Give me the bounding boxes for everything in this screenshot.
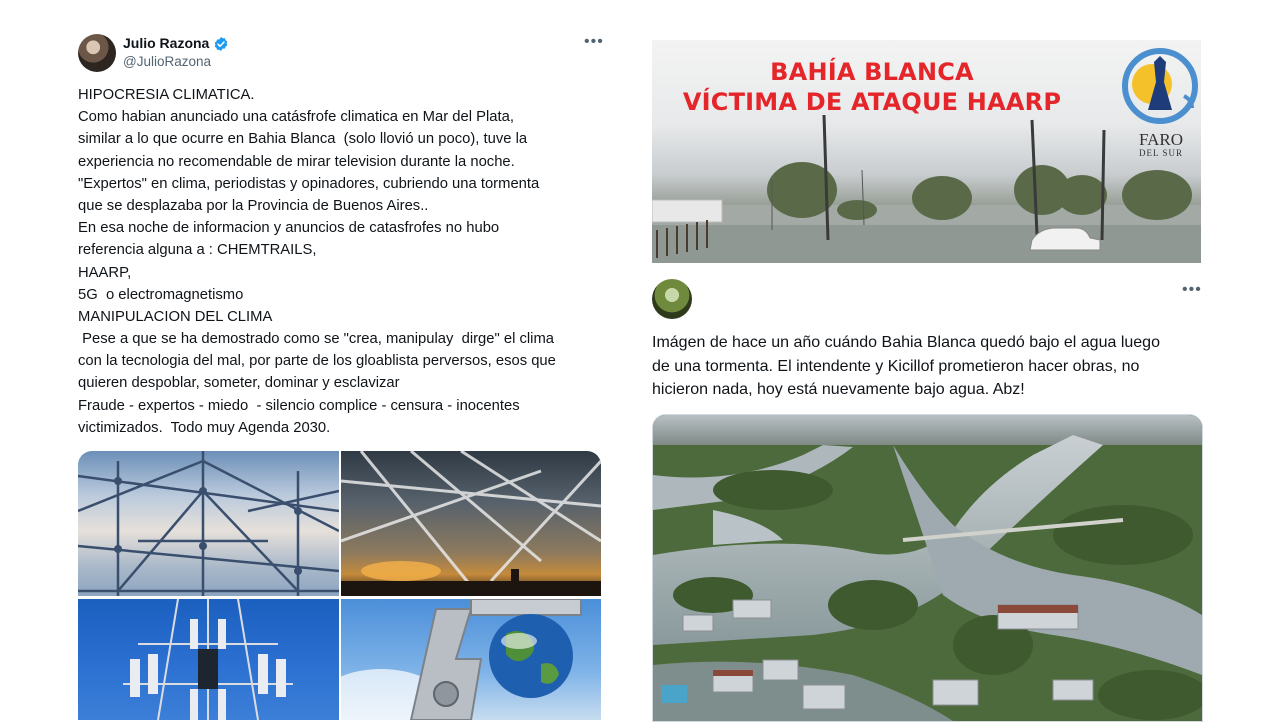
tweet-text-line: HIPOCRESIA CLIMATICA. — [78, 87, 255, 103]
post-author-avatar[interactable] — [652, 279, 692, 319]
author-name-row[interactable] — [123, 35, 229, 52]
tweet-text-line: quieren despoblar, someter, dominar y esclavizar — [78, 375, 400, 392]
verified-badge-icon — [213, 36, 229, 52]
post-text-line: hicieron nada, hoy está nuevamente bajo agua. Abz! — [652, 381, 1025, 398]
logo-subtext: DEL SUR — [1139, 148, 1183, 158]
tweet-text-line: En esa noche de informacion y anuncios de catasfrofes no hubo — [78, 220, 500, 237]
media-antenna-photo[interactable] — [78, 451, 339, 596]
post-text-line: de una tormenta. El intendente y Kicillof prometieron hacer obras, no — [652, 357, 1140, 375]
media-contrails-photo[interactable] — [341, 451, 601, 596]
faro-del-sur-logo-icon — [1122, 48, 1198, 124]
tweet-media-grid — [78, 451, 601, 720]
logo-text: FARO — [1138, 130, 1184, 149]
tweet-text-line: referencia alguna a : CHEMTRAILS, — [78, 242, 317, 259]
tweet-text-line: "Expertos" en clima, periodistas y opinadores, cubriendo una tormenta — [78, 175, 540, 192]
tweet-text-line: con la tecnologia del mal, por parte de los gloablista perversos, esos que — [78, 353, 556, 370]
tweet-text-line: que se desplazaba por la Provincia de Buenos Aires.. — [78, 197, 429, 214]
author-name[interactable]: Julio Razona — [123, 35, 210, 51]
post-text — [652, 331, 1192, 402]
tweet-text-line: Como habian anunciado una catásfrofe climatica en Mar del Plata, — [78, 109, 514, 126]
more-horizontal-icon[interactable]: ••• — [1182, 281, 1202, 298]
tweet-text-line: Fraude - expertos - miedo - silencio complice - censura - inocentes — [78, 397, 520, 414]
author-handle[interactable]: @JulioRazona — [123, 54, 212, 69]
author-avatar[interactable] — [78, 34, 116, 72]
tweet-text-line: Pese a que se ha demostrado como se "crea, manipulay dirge" el clima — [78, 331, 555, 348]
media-cell-tower-photo[interactable] — [78, 599, 339, 720]
haarp-banner-image[interactable] — [652, 40, 1201, 263]
left-tweet — [0, 0, 640, 720]
banner-title-line2: VÍCTIMA DE ATAQUE HAARP — [682, 88, 1062, 116]
more-horizontal-icon[interactable]: ••• — [584, 33, 604, 50]
tweet-text-line: HAARP, — [78, 264, 132, 281]
tweet-text — [78, 84, 608, 439]
banner-title-line1: BAHÍA BLANCA — [770, 58, 974, 86]
tweet-text-line: victimizados. Todo muy Agenda 2030. — [78, 419, 331, 436]
post-text-line: Imágen de hace un año cuándo Bahia Blanca quedó bajo el agua luego — [652, 334, 1160, 351]
tweet-text-line: MANIPULACION DEL CLIMA — [78, 308, 273, 325]
media-wrench-earth-photo[interactable] — [341, 599, 601, 720]
tweet-text-line: experiencia no recomendable de mirar television durante la noche. — [78, 153, 515, 170]
flood-aerial-photo[interactable] — [652, 414, 1203, 722]
tweet-text-line: similar a lo que ocurre en Bahia Blanca (solo llovió un poco), tuve la — [78, 131, 528, 148]
tweet-text-line: 5G o electromagnetismo — [78, 286, 244, 303]
